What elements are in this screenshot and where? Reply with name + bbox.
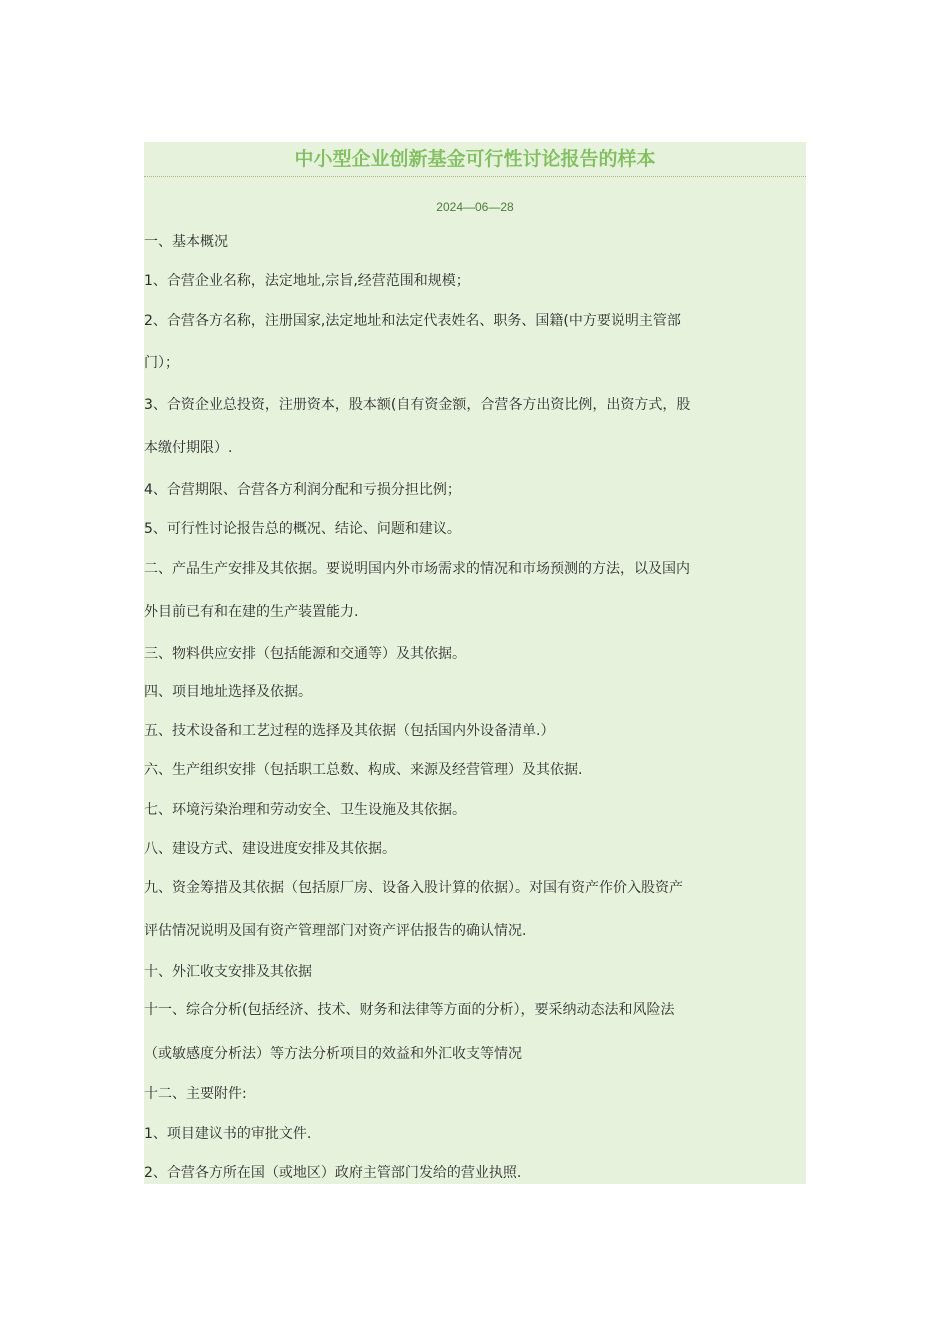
- document-sheet: [144, 142, 806, 1184]
- text-line: 二、产品生产安排及其依据。要说明国内外市场需求的情况和市场预测的方法，以及国内: [144, 561, 690, 577]
- text-line: 十、外汇收支安排及其依据: [144, 964, 312, 980]
- text-line: 4、合营期限、合营各方利润分配和亏损分担比例；: [144, 482, 461, 498]
- text-line: 5、可行性讨论报告总的概况、结论、问题和建议。: [144, 521, 461, 537]
- text-line: 1、项目建议书的审批文件.: [144, 1126, 312, 1142]
- text-line: 2、合营各方名称，注册国家,法定地址和法定代表姓名、职务、国籍(中方要说明主管部: [144, 313, 681, 329]
- title-divider: [144, 176, 806, 177]
- text-line: 门）；: [144, 355, 179, 371]
- text-line: 本缴付期限）.: [144, 440, 233, 456]
- text-line: 2、合营各方所在国（或地区）政府主管部门发给的营业执照.: [144, 1165, 522, 1181]
- text-line: 评估情况说明及国有资产管理部门对资产评估报告的确认情况.: [144, 923, 527, 939]
- text-line: 一、基本概况: [144, 234, 228, 250]
- text-line: 九、资金筹措及其依据（包括原厂房、设备入股计算的依据）。对国有资产作价入股资产: [144, 880, 683, 896]
- text-line: 十一、综合分析(包括经济、技术、财务和法律等方面的分析），要采纳动态法和风险法: [144, 1002, 675, 1018]
- text-line: 三、物料供应安排（包括能源和交通等）及其依据。: [144, 646, 466, 662]
- text-line: 六、生产组织安排（包括职工总数、构成、来源及经营管理）及其依据.: [144, 762, 583, 778]
- text-line: 1、合营企业名称，法定地址,宗旨,经营范围和规模；: [144, 273, 470, 289]
- document-title: 中小型企业创新基金可行性讨论报告的样本: [294, 148, 656, 170]
- text-line: （或敏感度分析法）等方法分析项目的效益和外汇收支等情况: [144, 1046, 522, 1062]
- text-line: 四、项目地址选择及依据。: [144, 684, 312, 700]
- text-line: 八、建设方式、建设进度安排及其依据。: [144, 841, 396, 857]
- text-line: 七、环境污染治理和劳动安全、卫生设施及其依据。: [144, 802, 466, 818]
- text-line: 3、合资企业总投资，注册资本，股本额(自有资金额，合营各方出资比例，出资方式，股: [144, 397, 691, 413]
- text-line: 十二、主要附件:: [144, 1086, 247, 1102]
- text-line: 五、技术设备和工艺过程的选择及其依据（包括国内外设备清单.）: [144, 723, 555, 739]
- text-line: 外目前已有和在建的生产装置能力.: [144, 604, 359, 620]
- document-date: 2024—06—28: [436, 200, 514, 214]
